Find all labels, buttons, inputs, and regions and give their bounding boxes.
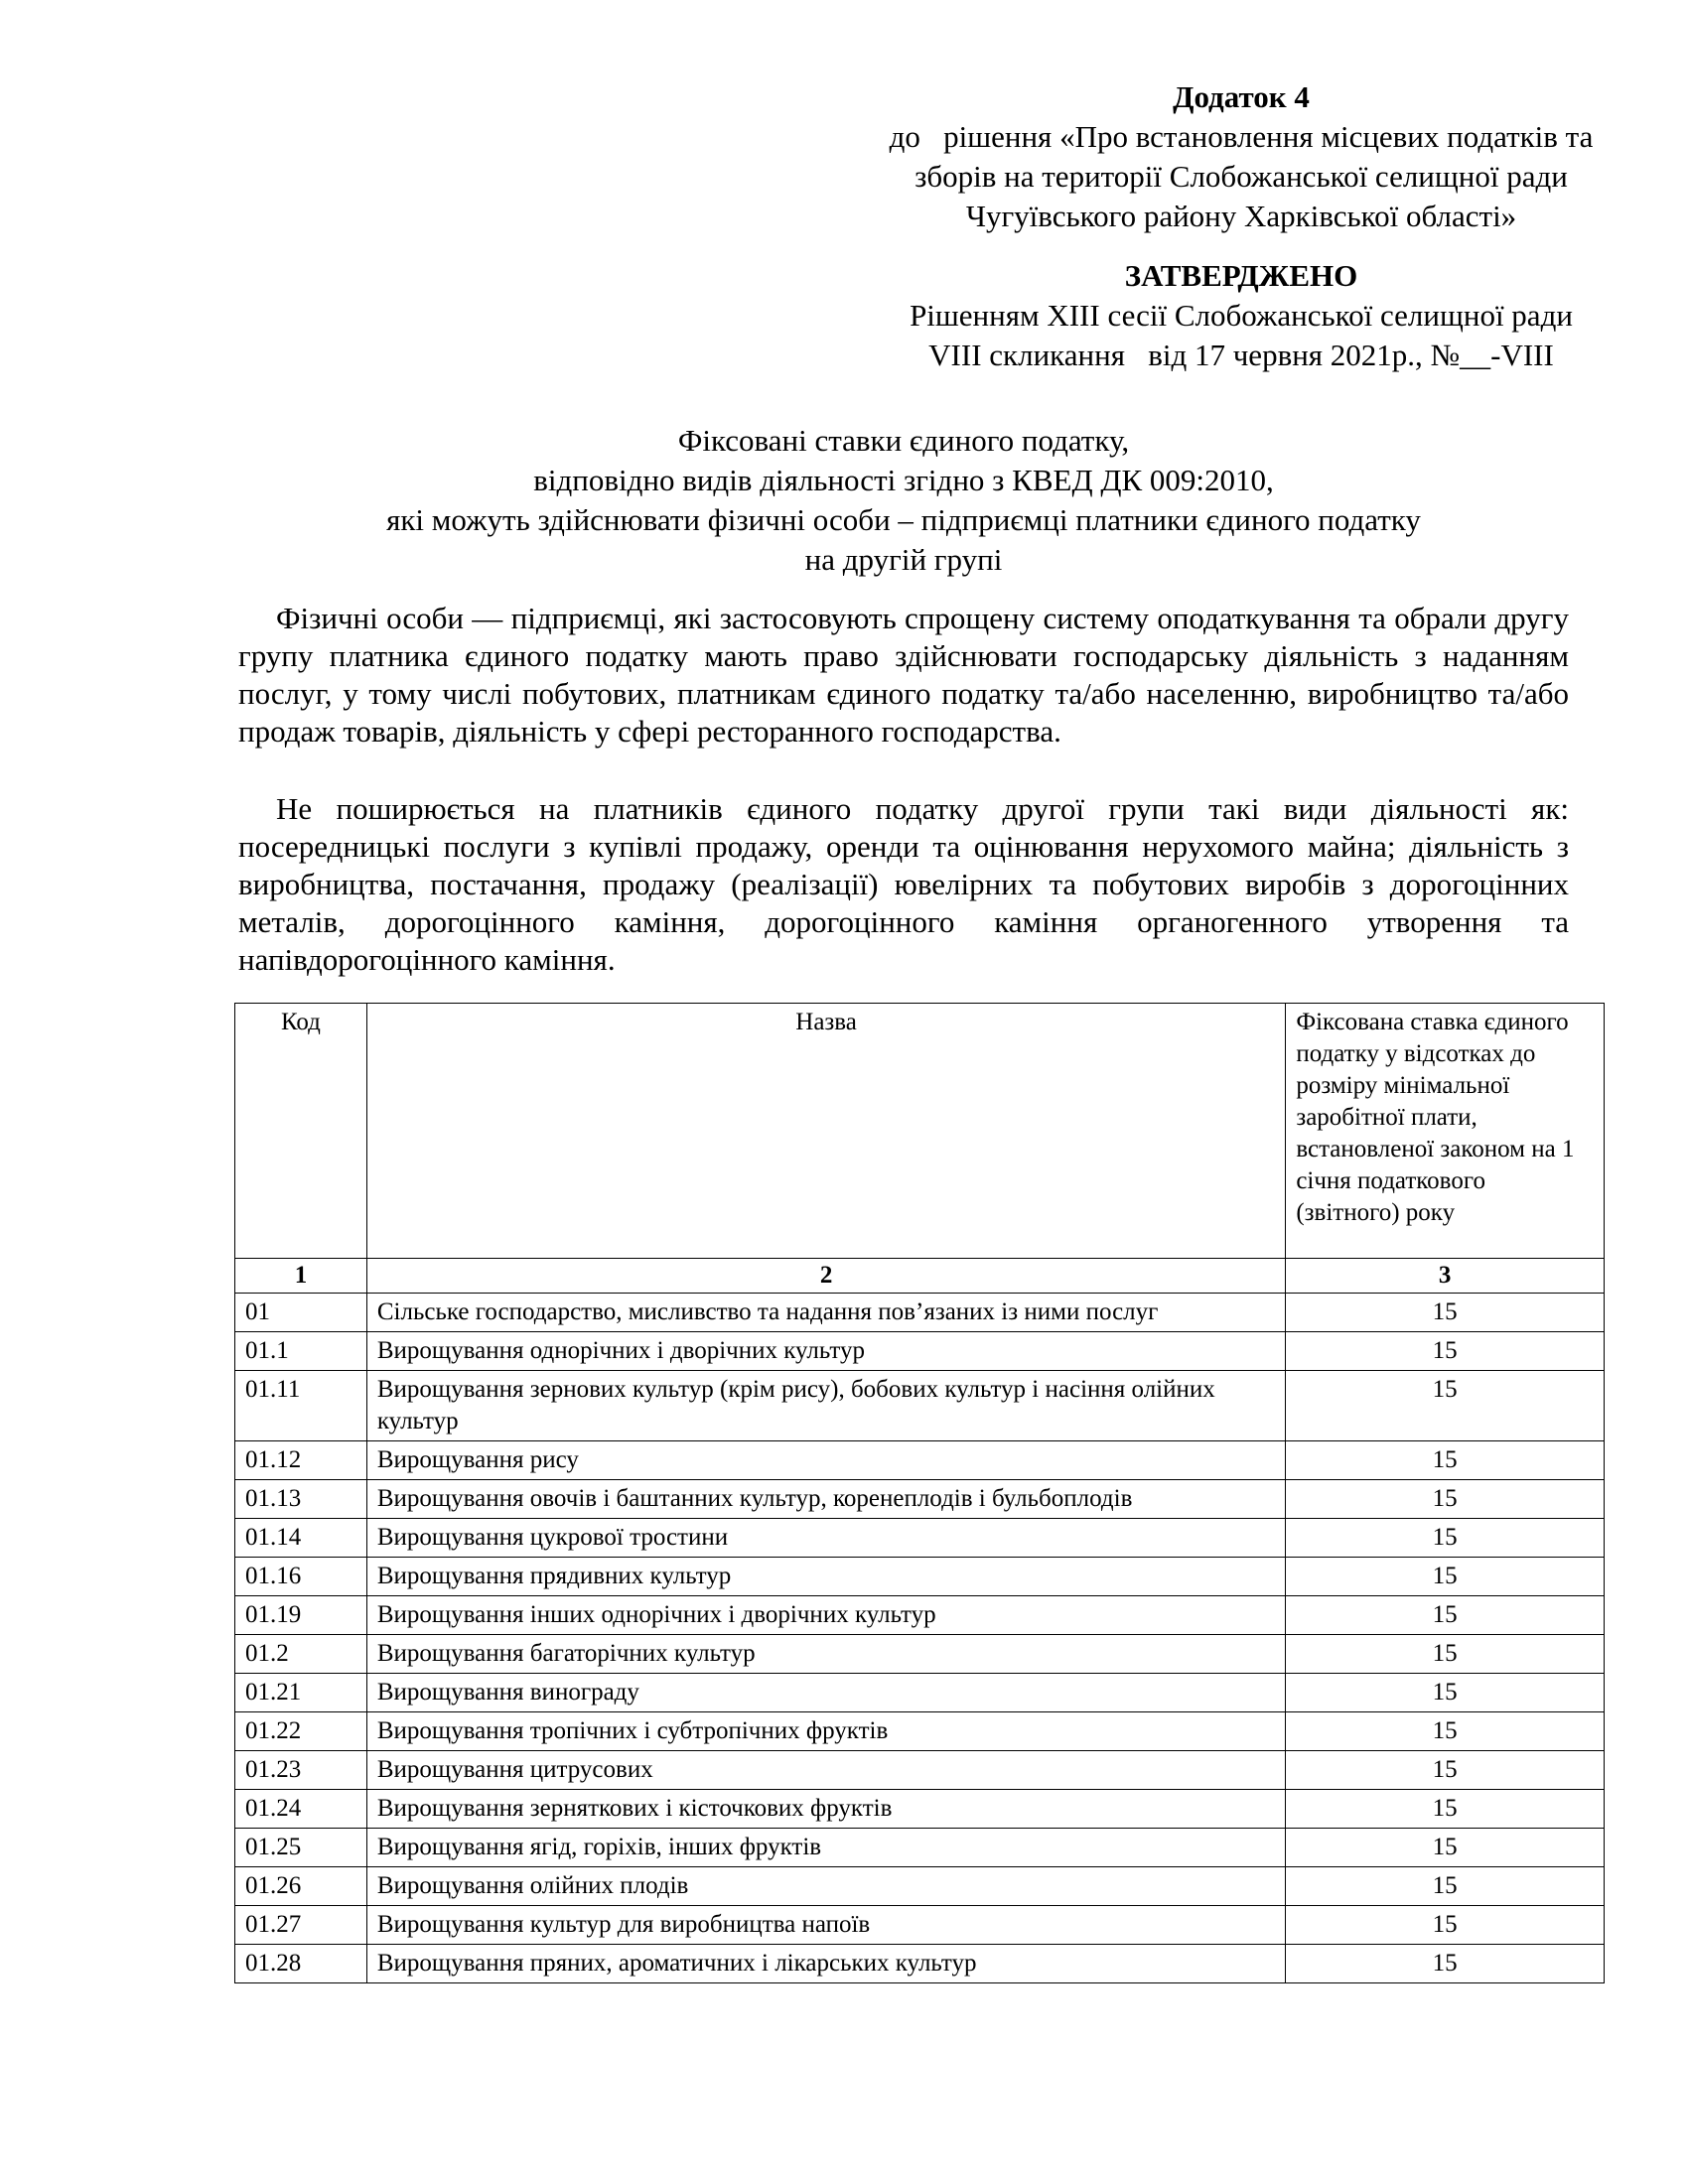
row-code: 01.14	[235, 1519, 367, 1558]
document-title-line-1: Фіксовані ставки єдиного податку,	[677, 423, 1130, 458]
row-name: Вирощування овочів і баштанних культур, коренеплодів і бульбоплодів	[366, 1480, 1285, 1519]
row-code: 01.27	[235, 1906, 367, 1945]
approval-block	[755, 256, 1688, 375]
row-name: Вирощування тропічних і субтропічних фруктів	[366, 1712, 1285, 1751]
row-rate: 15	[1286, 1790, 1605, 1829]
column-number-3: 3	[1286, 1259, 1605, 1294]
row-rate: 15	[1286, 1635, 1605, 1674]
row-code: 01.11	[235, 1371, 367, 1441]
column-number-2: 2	[366, 1259, 1285, 1294]
appendix-title: Додаток 4	[1173, 79, 1310, 114]
rates-table	[234, 1003, 1605, 1983]
row-code: 01.22	[235, 1712, 367, 1751]
table-row	[235, 1906, 1605, 1945]
row-code: 01	[235, 1294, 367, 1332]
table-row	[235, 1945, 1605, 1983]
table-row	[235, 1596, 1605, 1635]
row-code: 01.26	[235, 1867, 367, 1906]
document-title	[238, 421, 1569, 580]
document-title-line-2: відповідно видів діяльності згідно з КВЕД ДК 009:2010,	[533, 463, 1274, 497]
row-code: 01.2	[235, 1635, 367, 1674]
row-name: Вирощування цитрусових	[366, 1751, 1285, 1790]
table-row	[235, 1712, 1605, 1751]
table-row	[235, 1829, 1605, 1867]
table-row	[235, 1332, 1605, 1371]
appendix-line-3: Чугуївського району Харківської області»	[965, 199, 1517, 233]
row-name: Вирощування пряних, ароматичних і лікарських культур	[366, 1945, 1285, 1983]
row-name: Вирощування інших однорічних і дворічних культур	[366, 1596, 1285, 1635]
row-code: 01.19	[235, 1596, 367, 1635]
row-code: 01.1	[235, 1332, 367, 1371]
table-row	[235, 1519, 1605, 1558]
row-rate: 15	[1286, 1712, 1605, 1751]
row-rate: 15	[1286, 1519, 1605, 1558]
row-rate: 15	[1286, 1945, 1605, 1983]
header-name: Назва	[366, 1004, 1285, 1259]
document-title-line-4: на другій групі	[804, 542, 1003, 577]
row-rate: 15	[1286, 1906, 1605, 1945]
row-name: Вирощування зерняткових і кісточкових фруктів	[366, 1790, 1285, 1829]
row-code: 01.12	[235, 1441, 367, 1480]
approval-line-1: Рішенням XIII сесії Слобожанської селищної ради	[910, 298, 1573, 333]
row-name: Вирощування прядивних культур	[366, 1558, 1285, 1596]
row-code: 01.28	[235, 1945, 367, 1983]
row-name: Вирощування рису	[366, 1441, 1285, 1480]
row-rate: 15	[1286, 1371, 1605, 1441]
approval-title: ЗАТВЕРДЖЕНО	[1124, 258, 1358, 293]
appendix-line-2: зборів на території Слобожанської селищної ради	[914, 159, 1568, 194]
table-row	[235, 1635, 1605, 1674]
document-title-line-3: які можуть здійснювати фізичні особи – підприємці платники єдиного податку	[386, 502, 1421, 537]
row-rate: 15	[1286, 1674, 1605, 1712]
row-code: 01.21	[235, 1674, 367, 1712]
row-code: 01.16	[235, 1558, 367, 1596]
row-rate: 15	[1286, 1480, 1605, 1519]
table-row	[235, 1558, 1605, 1596]
row-name: Вирощування олійних плодів	[366, 1867, 1285, 1906]
header-rate: Фіксована ставка єдиного податку у відсотках до розміру мінімальної заробітної плати, встановленої законом на 1 січня податкового (звітного) року	[1286, 1004, 1605, 1259]
row-name: Вирощування багаторічних культур	[366, 1635, 1285, 1674]
row-rate: 15	[1286, 1596, 1605, 1635]
table-row	[235, 1790, 1605, 1829]
row-rate: 15	[1286, 1332, 1605, 1371]
row-rate: 15	[1286, 1751, 1605, 1790]
column-number-1: 1	[235, 1259, 367, 1294]
row-code: 01.23	[235, 1751, 367, 1790]
row-rate: 15	[1286, 1294, 1605, 1332]
table-row	[235, 1371, 1605, 1441]
row-code: 01.25	[235, 1829, 367, 1867]
row-name: Вирощування однорічних і дворічних культур	[366, 1332, 1285, 1371]
row-code: 01.24	[235, 1790, 367, 1829]
table-row	[235, 1674, 1605, 1712]
table-header-row	[235, 1004, 1605, 1259]
header-code: Код	[235, 1004, 367, 1259]
table-row	[235, 1480, 1605, 1519]
row-name: Вирощування цукрової тростини	[366, 1519, 1285, 1558]
table-row	[235, 1294, 1605, 1332]
column-number-row	[235, 1259, 1605, 1294]
row-name: Вирощування зернових культур (крім рису), бобових культур і насіння олійних культур	[366, 1371, 1285, 1441]
approval-line-2: VIII скликання від 17 червня 2021р., №__-VIII	[928, 338, 1554, 372]
row-rate: 15	[1286, 1867, 1605, 1906]
table-row	[235, 1867, 1605, 1906]
row-name: Вирощування культур для виробництва напоїв	[366, 1906, 1285, 1945]
row-code: 01.13	[235, 1480, 367, 1519]
paragraph-excluded-activities: Не поширюється на платників єдиного податку другої групи такі види діяльності як: посередницькі послуги з купівлі продажу, оренди та оцінювання нерухомого майна; діяльність з виробництва, постачання, продажу (реалізації) ювелірних та побутових виробів з дорогоцінних металів, дорогоцінного каміння, дорогоцінного каміння органогенного утворення та напівдорогоцінного каміння.	[238, 791, 1569, 977]
table-row	[235, 1441, 1605, 1480]
row-rate: 15	[1286, 1829, 1605, 1867]
appendix-line-1: до рішення «Про встановлення місцевих податків та	[889, 119, 1594, 154]
table-row	[235, 1751, 1605, 1790]
appendix-header	[755, 77, 1688, 236]
row-name: Сільське господарство, мисливство та надання пов’язаних із ними послуг	[366, 1294, 1285, 1332]
row-rate: 15	[1286, 1441, 1605, 1480]
row-rate: 15	[1286, 1558, 1605, 1596]
paragraph-allowed-activities: Фізичні особи — підприємці, які застосовують спрощену систему оподаткування та обрали другу групу платника єдиного податку мають право здійснювати господарську діяльність з наданням послуг, у тому числі побутових, платникам єдиного податку та/або населенню, виробництво та/або продаж товарів, діяльність у сфері ресторанного господарства.	[238, 601, 1569, 749]
row-name: Вирощування винограду	[366, 1674, 1285, 1712]
row-name: Вирощування ягід, горіхів, інших фруктів	[366, 1829, 1285, 1867]
